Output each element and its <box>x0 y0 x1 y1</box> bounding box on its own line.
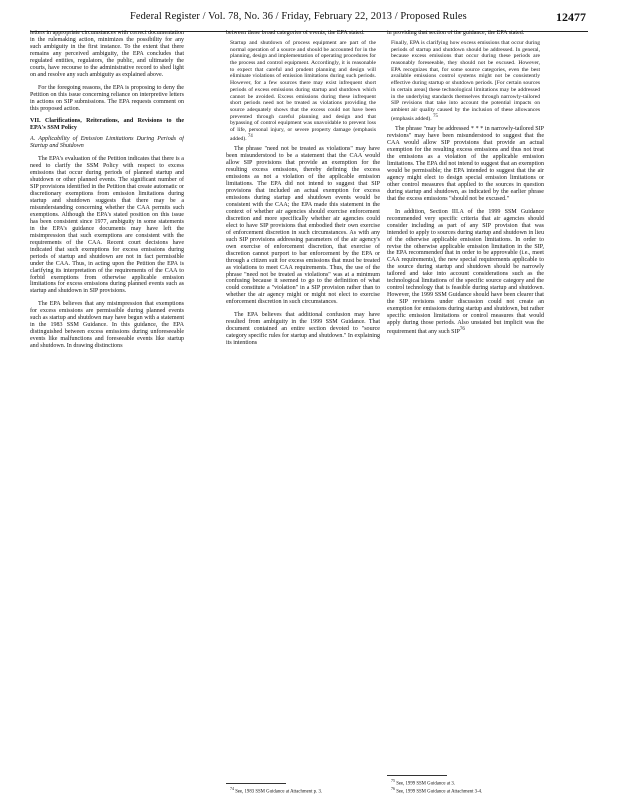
paragraph: The phrase "need not be treated as violations" may have been misunderstood to be a statement that the CAA would allow SIP provisions that provide an exemption for the resulting excess emissions, thereby defining the excess emissions as not a violation of the applicable emission limitations. The EPA did not intend to suggest that SIP provisions that included an actual exemption for excess emissions during startup and shutdown events would be consistent with the CAA; the EPA made this statement in the context of whether air agencies should exercise enforcement discretion and more specifically whether air agencies could elect to have SIP provisions that embodied their own exercise of enforcement discretion in such circumstances. As with any such SIP provisions addressing parameters of the air agency's own exercise of enforcement discretion, that exercise of discretion cannot purport to bar enforcement by the EPA or through a citizen suit for excess emissions that must be treated as violations to meet CAA requirements. Thus, the use of the phrase "need not be treated as violations" was at a minimum confusing because it seemed to go to the definition of what could constitute a "violation" in a SIP provision rather than to whether the air agency might or might not elect to exercise enforcement discretion in such circumstances. <box>226 146 380 306</box>
paragraph-text: In addition, Section III.A of the 1999 SSM Guidance recommended very specific criteria that air agencies should consider including as part of any SIP provision that was intended to apply to sources during startup and shutdown in lieu of the otherwise applicable emission limitations. In order to revise the otherwise applicable emission limitation in the SIP, the EPA recommended that in order to be approvable (i.e., meet CAA requirements), the new special requirements applicable to the source during startup and shutdown should be narrowly tailored and take into account considerations such as the technological limitations of the specific source category and the control technology that is feasible during startup and shutdown. However, the 1999 SSM Guidance should have been clearer that the SIP revisions under discussion could not create an exemption for emissions during startup and shutdown, but rather specific emission limitations or control measures that would apply during those periods. Also unstated but implicit was the requirement that any such SIP <box>387 208 544 335</box>
running-header <box>30 9 588 32</box>
footnote-number: 74 <box>230 786 234 791</box>
paragraph: The EPA believes that any misimpression that exemptions for excess emissions are permissible during planned events such as startup and shutdown may have begun with a statement in the 1983 SSM Guidance. In this guidance, the EPA distinguished between excess emissions during unforeseeable events like malfunctions and foreseeable events like startup and shutdown. In drawing distinctions <box>30 301 184 350</box>
footnote <box>230 786 322 796</box>
footnote-number: 75 <box>391 778 395 783</box>
footnote-reference: 75 <box>433 113 438 119</box>
footnote <box>391 786 482 796</box>
paragraph: The EPA's evaluation of the Petition indicates that there is a need to clarify the SSM Policy with respect to excess emissions that occur during periods of planned startup and shutdown or other planned events. The significant number of SIP provisions identified in the Petition that create automatic or discretionary exemptions from emission limitations during startup and shutdown suggests that there may be a misunderstanding concerning whether the CAA permits such exemptions. Although the EPA's stated position on this issue has been consistent since 1977, ambiguity in some statements in the EPA's guidance documents may have left the misimpression that such exemptions are consistent with the requirements of the CAA. Recent court decisions have indicated that such exemptions for excess emissions during periods of startup and shutdown are not in fact permissible under the CAA. Thus, in acting upon the Petition the EPA is clarifying its interpretation of the requirements of the CAA to forbid exemptions from otherwise applicable emission limitations for excess emissions during planned events such as startup and shutdown in SIP provisions. <box>30 156 184 295</box>
paragraph: between these broad categories of events, the EPA stated: <box>226 30 365 36</box>
column-2 <box>226 30 380 775</box>
footnote-text: See, 1999 SSM Guidance at Attachment 3-4. <box>396 789 483 795</box>
block-quote <box>387 40 544 122</box>
paragraph: The phrase "may be addressed * * * in narrowly-tailored SIP revisions" may have been misunderstood to suggest that the CAA would allow SIP provisions that provide an actual exemption for the resulting excess emissions and thus not treat the emissions as a violation of the applicable emission limitations. The EPA did not intend to suggest that an exemption would be permissible; the EPA intended to suggest that the air agency might elect to design special emission limitations or other control measures that applied to the sources in question during startup and shutdown, as indicated by the earlier phrase that the excess emissions "should not be excused." <box>387 126 544 202</box>
paragraph: The EPA believes that additional confusion may have resulted from ambiguity in the 1999 SSM Guidance. That document contained an entire section devoted to "source category specific rules for startup and shutdown." In explaining its intentions <box>226 312 380 347</box>
footnote-text: See, 1999 SSM Guidance at 3. <box>396 781 455 787</box>
footnote-reference: 74 <box>248 133 253 139</box>
section-heading: VII. Clarifications, Reiterations, and Revisions to the EPA's SSM Policy <box>30 118 184 132</box>
quote-text: Startup and shutdown of process equipment are part of the normal operation of a source and should be accounted for in the planning, design and implementation of operating procedures for the process and control equipment. Accordingly, it is reasonable to expect that careful and prudent planning and design will eliminate violations of emission limitations during such periods. However, for a few sources there may exist infrequent short periods of excess emissions during startup and shutdown which cannot be avoided. Excess emissions during these infrequent short periods need not be treated as violations providing the source adequately shows that the excess could not have been prevented through careful planning and design and that bypassing of control equipment was unavoidable to prevent loss of life, personal injury, or severe property damage (emphasis added). <box>230 39 376 142</box>
footnote-rule <box>226 783 286 784</box>
paragraph <box>387 209 544 336</box>
paragraph: in providing that section of the guidance, the EPA stated: <box>387 30 525 36</box>
footnote-reference: 76 <box>459 326 465 332</box>
paragraph: For the foregoing reasons, the EPA is proposing to deny the Petition on this issue concerning reliance on interpretive letters in actions on SIP submissions. The EPA requests comment on this proposed action. <box>30 84 184 112</box>
footnote-number: 76 <box>391 786 395 791</box>
footnote-rule <box>387 775 447 776</box>
quote-text: Finally, EPA is clarifying how excess emissions that occur during periods of startup and shutdown should be addressed. In general, because excess emissions that occur during these periods are reasonably foreseeable, they should not be excused. However, EPA recognizes that, for some source categories, even the best available emissions control systems might not be consistently effective during startup or shutdown periods. [For certain sources in certain areas] these technological limitations may be addressed in the underlying standards themselves through narrowly-tailored SIP revisions that take into account the potential impacts on ambient air quality caused by the inclusion of these allowances (emphasis added). <box>391 39 540 122</box>
subsection-heading: A. Applicability of Emission Limitations During Periods of Startup and Shutdown <box>30 136 184 150</box>
column-3 <box>387 30 544 775</box>
page-number: 12477 <box>556 10 586 24</box>
column-1 <box>30 30 184 775</box>
footnote-text: See, 1983 SSM Guidance at Attachment p. 3. <box>235 789 323 795</box>
running-head-citation: Federal Register / Vol. 78, No. 36 / Friday, February 22, 2013 / Proposed Rules <box>130 11 467 22</box>
block-quote <box>226 40 380 142</box>
paragraph: letters in appropriate circumstances with correct documentation in the rulemaking action, minimizes the possibility for any such ambiguity in the first instance. To the extent that there remains any perceived ambiguity, the EPA concludes that regulated entities, regulators, the public, and ultimately the courts, have recourse to the administrative record to shed light on and resolve any such ambiguity as explained above. <box>30 30 184 78</box>
